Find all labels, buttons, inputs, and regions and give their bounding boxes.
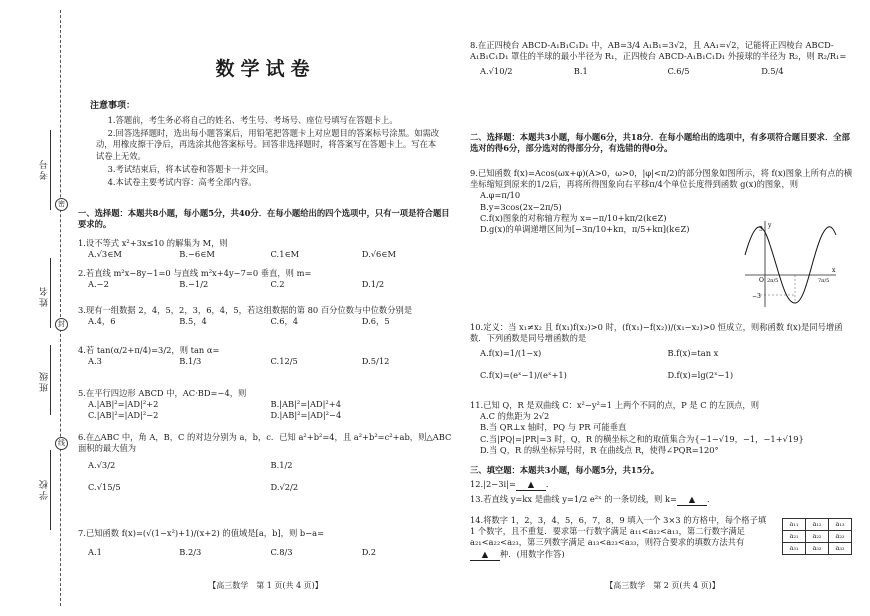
number-grid — [782, 518, 852, 555]
option-b[interactable]: B.当 QR⊥x 轴时，PQ 与 PR 可能垂直 — [480, 422, 627, 433]
grid-cell: a₁₃ — [829, 519, 852, 531]
option-c[interactable]: C.f(x)=(eˣ−1)/(eˣ+1) — [480, 369, 567, 380]
question-7 — [78, 528, 453, 558]
notice-item: 3.考试结束后，将本试卷和答题卡一并交回。 — [107, 163, 274, 174]
question-10 — [470, 322, 855, 381]
answer-blank[interactable]: ▲ — [470, 549, 500, 561]
question-stem: 8.在正四棱台 ABCD-A₁B₁C₁D₁ 中，AB=3/4 A₁B₁=3√2，且 AA₁=√2，记能将正四棱台 ABCD-A₁B₁C₁D₁ 罩住的半球的最小半径为 R₁，正四棱台 ABCD-A₁B₁C₁D₁ 外接球的半径为 R₂，则 R₂/R₁= — [470, 40, 847, 62]
seal-line — [60, 10, 61, 606]
option-a[interactable]: A.3 — [88, 356, 102, 367]
section-heading: 一、选择题：本题共8小题，每小题5分，共40分．在每小题给出的四个选项中，只有一项是符合题目要求的。 — [78, 208, 450, 230]
grid-cell: a₃₂ — [806, 543, 829, 555]
option-a[interactable]: A.√3/2 — [88, 460, 116, 471]
option-b[interactable]: B.1 — [573, 66, 588, 77]
option-list — [78, 279, 453, 290]
binding-margin — [0, 0, 70, 616]
option-c[interactable]: C.2 — [270, 279, 285, 290]
option-list — [78, 547, 453, 558]
grid-cell: a₂₂ — [806, 531, 829, 543]
option-list — [470, 348, 855, 380]
option-b[interactable]: B.y=3cos(2x−2π/5) — [480, 201, 562, 212]
section-two — [470, 132, 855, 154]
option-c[interactable]: C.|AB|²=|AD|²−2 — [88, 410, 159, 421]
option-d[interactable]: D.5/4 — [761, 66, 784, 77]
grid-cell: a₁₂ — [806, 519, 829, 531]
option-a[interactable]: A.|AB|²=|AD|²+2 — [88, 399, 159, 410]
option-c[interactable]: C.√15/5 — [88, 481, 121, 492]
tick-x2: 7π/5 — [818, 278, 830, 284]
grid-cell: a₁₁ — [783, 519, 806, 531]
mark-xian: 线 — [55, 437, 68, 450]
option-a[interactable]: A.1 — [88, 547, 102, 558]
mark-feng: 封 — [55, 318, 68, 331]
option-d[interactable]: D.5/12 — [361, 356, 390, 367]
curve — [745, 227, 836, 303]
question-3 — [78, 305, 453, 327]
section-heading: 三、填空题：本题共3小题，每小题5分，共15分。 — [470, 465, 660, 475]
school-field[interactable] — [50, 450, 51, 530]
section-three — [470, 465, 855, 476]
question-stem: 11.已知 Q，R 是双曲线 C：x²−y²=1 上两个不同的点，P 是 C 的左顶点，则 — [470, 400, 760, 410]
option-d[interactable]: D.|AB|²=|AD|²−4 — [270, 410, 342, 421]
option-d[interactable]: D.g(x)的单调递增区间为[−3π/10+kπ，π/5+kπ](k∈Z) — [480, 223, 690, 234]
option-c[interactable]: C.6/5 — [667, 66, 690, 77]
y-label: y — [768, 222, 772, 229]
option-b[interactable]: B.f(x)=tan x — [667, 348, 719, 359]
question-stem: 2.若直线 m²x−8y−1=0 与直线 m²x+4y−7=0 垂直，则 m= — [78, 268, 312, 278]
option-d[interactable]: D.当 Q，R 的纵坐标异号时，R 在曲线点 R，使得∠PQR=120° — [480, 444, 719, 455]
option-b[interactable]: B.|AB|²=|AD|²+4 — [270, 399, 341, 410]
page-footer: 【高三数学 第 2 页(共 4 页)】 — [605, 581, 720, 590]
cosine-graph — [740, 215, 840, 310]
class-field[interactable] — [50, 345, 51, 415]
option-a[interactable]: A.φ=π/10 — [480, 190, 521, 201]
question-stem: 9.已知函数 f(x)=Acos(ωx+φ)(A>0，ω>0，|φ|<π/2)的部分图象如图所示，将 f(x)图象上所有点的横坐标缩短到原来的1/2后，再将所得图象向右平移π/4个单位长度得到函数 g(x)的图象，则 — [470, 168, 853, 190]
label-exam-number: 考号 — [40, 158, 50, 180]
option-list — [470, 411, 855, 456]
option-c[interactable]: C.f(x)图象的对称轴方程为 x=−π/10+kπ/2(k∈Z) — [480, 212, 667, 223]
notice-item: 4.本试卷主要考试内容：高考全部内容。 — [107, 176, 257, 187]
answer-blank[interactable]: ▲ — [516, 479, 546, 491]
option-b[interactable]: B.1/3 — [179, 356, 202, 367]
notice-item: 2.回答选择题时，选出每小题答案后，用铅笔把答题卡上对应题目的答案标号涂黑。如需改动，用橡皮擦干净后，再选涂其他答案标号。回答非选择题时，将答案写在答题卡上。写在本试卷上无效。 — [96, 128, 440, 161]
question-stem: 6.在△ABC 中，角 A，B，C 的对边分别为 a，b，c．已知 a²+b²=4，且 a²+b²=c²+ab，则△ABC 面积的最大值为 — [78, 432, 452, 454]
grid-cell: a₃₃ — [829, 543, 852, 555]
exam-number-field[interactable] — [50, 130, 51, 210]
question-6 — [78, 432, 453, 493]
question-stem: 12.|2−3i|= — [470, 479, 516, 489]
option-a[interactable]: A.−2 — [88, 279, 109, 290]
label-class: 班级 — [40, 370, 50, 392]
page-footer: 【高三数学 第 1 页(共 4 页)】 — [208, 581, 323, 590]
option-a[interactable]: A.4，6 — [88, 316, 116, 327]
question-stem: 7.已知函数 f(x)=(√(1−x²)+1)/(x+2) 的值域是[a，b]，则 b−a= — [78, 528, 325, 538]
option-list — [78, 356, 453, 367]
tick-pos: 3 — [759, 226, 763, 233]
page-title: 数学试卷 — [215, 58, 316, 80]
option-d[interactable]: D.6，5 — [361, 316, 390, 327]
question-stem: 5.在平行四边形 ABCD 中，AC·BD=−4，则 — [78, 388, 247, 398]
option-b[interactable]: B.1/2 — [270, 460, 293, 471]
option-a[interactable]: A.√10/2 — [480, 66, 513, 77]
option-list — [78, 249, 453, 260]
section-heading: 二、选择题：本题共3小题，每小题6分，共18分．在每小题给出的选项中，有多项符合题目要求．全部选对的得6分，部分选对的得部分分，有选错的得0分。 — [470, 132, 850, 154]
label-name: 姓名 — [40, 285, 50, 307]
notice-heading: 注意事项： — [90, 101, 136, 111]
label-school: 学校 — [40, 478, 50, 500]
question-13: 13.若直线 y=kx 是曲线 y=1/2 e²ˣ 的一条切线，则 k= ▲ ． — [470, 494, 855, 506]
option-b[interactable]: B.5，4 — [179, 316, 207, 327]
page-one — [78, 0, 453, 616]
option-c[interactable]: C.当|PQ|=|PR|=3 时，Q，R 的横坐标之和的取值集合为{−1−√19，−1，−1+√19} — [480, 433, 804, 444]
option-a[interactable]: A.√3∈M — [88, 249, 122, 260]
question-stem: 4.若 tan(α/2+π/4)=3/2，则 tan α= — [78, 345, 220, 355]
option-d[interactable]: D.f(x)=lg(2ˣ−1) — [667, 369, 734, 380]
tick-neg: −3 — [752, 293, 761, 300]
option-d[interactable]: D.1/2 — [361, 279, 385, 290]
option-b[interactable]: B.2/3 — [179, 547, 202, 558]
question-stem: 10.定义：当 x₁≠x₂ 且 f(x₁)f(x₂)>0 时，(f(x₁)−f(x₂))/(x₁−x₂)>0 恒成立，则称函数 f(x)是同号增函数．下列函数是同号增函数的是 — [470, 322, 843, 344]
grid-cell: a₃₁ — [783, 543, 806, 555]
page-two — [470, 0, 855, 616]
x-label: x — [832, 267, 836, 274]
option-b[interactable]: B.−6∈M — [179, 249, 215, 260]
question-suffix: 种．(用数字作答) — [500, 548, 565, 559]
question-stem: 13.若直线 y=kx 是曲线 y=1/2 e²ˣ 的一条切线，则 k= — [470, 494, 677, 504]
option-c[interactable]: C.8/3 — [270, 547, 293, 558]
question-4 — [78, 345, 453, 367]
option-c[interactable]: C.1∈M — [270, 249, 300, 260]
question-11 — [470, 400, 855, 456]
name-field[interactable] — [50, 258, 51, 328]
grid-cell: a₂₃ — [829, 531, 852, 543]
grid-cell: a₂₁ — [783, 531, 806, 543]
option-list — [78, 316, 453, 327]
option-d[interactable]: D.√6∈M — [361, 249, 396, 260]
question-1 — [78, 238, 453, 260]
option-list — [470, 190, 750, 235]
tick-x1: 2π/5 — [767, 278, 779, 284]
question-stem: 14.将数字 1，2，3，4，5，6，7，8，9 填入一个 3×3 的方格中，每个格子填 1 个数字，且不重复．要求第一行数字满足 a₁₁<a₁₂<a₁₃，第二行数字满足 a₂₁<a₂₂<a₂₃，第三列数字满足 a₁₃<a₂₃<a₃₃，则符合要求的填数方法共有 — [470, 515, 767, 548]
question-stem: 1.设不等式 x²+3x≤10 的解集为 M，则 — [78, 238, 228, 248]
question-14 — [470, 515, 770, 561]
option-b[interactable]: B.−1/2 — [179, 279, 209, 290]
option-list — [78, 460, 453, 492]
question-8 — [470, 40, 855, 78]
option-c[interactable]: C.12/5 — [270, 356, 298, 367]
option-a[interactable]: A.f(x)=1/(1−x) — [480, 348, 542, 359]
mark-mi: 密 — [55, 198, 68, 211]
option-c[interactable]: C.6，4 — [270, 316, 299, 327]
answer-blank[interactable]: ▲ — [677, 494, 707, 506]
option-a[interactable]: A.C 的焦距为 2√2 — [480, 411, 550, 422]
notice-list — [96, 115, 441, 190]
option-d[interactable]: D.2 — [361, 547, 377, 558]
option-d[interactable]: D.√2/2 — [270, 481, 299, 492]
question-12: 12.|2−3i|= ▲ ． — [470, 479, 855, 491]
question-5 — [78, 388, 453, 422]
option-list — [470, 66, 855, 77]
question-2 — [78, 268, 453, 290]
section-one — [78, 208, 453, 230]
option-list — [78, 399, 453, 421]
origin-label: O — [759, 277, 764, 284]
notice-item: 1.答题前，考生务必将自己的姓名、考生号、考场号、座位号填写在答题卡上。 — [107, 115, 398, 125]
question-stem: 3.现有一组数据 2，4，5，2，3，6，4，5，若这组数据的第 80 百分位数与中位数分别是 — [78, 305, 413, 315]
